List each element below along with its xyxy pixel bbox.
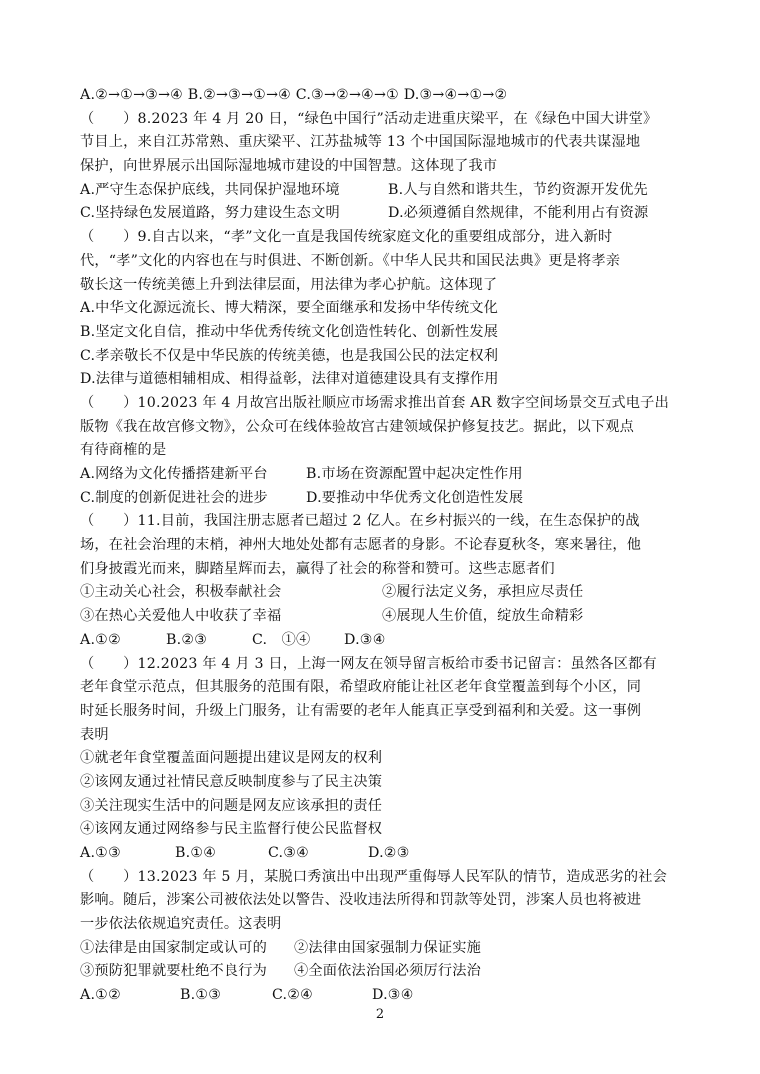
q7-options: A.②→①→③→④ B.②→③→①→④ C.③→②→④→① D.③→④→①→② xyxy=(80,87,508,103)
q8-option-b: B.人与自然和谐共生，节约资源开发优先 xyxy=(388,181,648,198)
question-9 xyxy=(80,226,686,392)
question-11 xyxy=(80,510,686,652)
q8-option-c: C.坚持绿色发展道路，努力建设生态文明 xyxy=(80,205,340,222)
question-12 xyxy=(80,653,686,866)
q13-option-a: A.①② xyxy=(80,987,121,1004)
q9-stem-line: 代，“孝”文化的内容也在与时俱进、不断创新。《中华人民共和国民法典》更是将孝亲 xyxy=(80,252,621,269)
q8-stem-line: 节目上，来自江苏常熟、重庆梁平、江苏盐城等 13 个中国国际湿地城市的代表共谋湿地 xyxy=(80,134,641,151)
q13-option-b: B.①③ xyxy=(180,987,222,1004)
q9-option-c: C.孝亲敬长不仅是中华民族的传统美德，也是我国公民的法定权利 xyxy=(80,347,499,364)
q8-stem-line: 保护，向世界展示出国际湿地城市建设的中国智慧。这体现了我市 xyxy=(80,158,498,175)
q10-option-b: B.市场在资源配置中起决定性作用 xyxy=(306,466,523,482)
q11-option-a: A.①② xyxy=(80,631,121,648)
q13-statement-1: ①法律是由国家制定或认可的 xyxy=(80,939,268,956)
q8-option-d: D.必须遵循自然规律，不能利用占有资源 xyxy=(388,205,649,222)
q13-stem-line: 影响。随后，涉案公司被依法处以警告、没收违法所得和罚款等处罚，涉案人员也将被进 xyxy=(80,892,642,909)
q11-stem-line: 场，在社会治理的末梢，神州大地处处都有志愿者的身影。不论春夏秋冬，寒来暑往，他 xyxy=(80,537,642,554)
q12-stem-line: 时延长服务时间，升级上门服务，让有需要的老年人能真正享受到福利和关爱。这一事例 xyxy=(80,702,642,719)
q12-option-d: D.②③ xyxy=(368,845,410,861)
q13-stem-line: 一步依法依规追究责任。这表明 xyxy=(80,916,282,933)
q12-option-b: B.①④ xyxy=(175,845,217,861)
q9-option-a: A.中华文化源远流长、博大精深，要全面继承和发扬中华传统文化 xyxy=(80,300,499,317)
q11-option-d: D.③④ xyxy=(344,631,386,648)
question-13 xyxy=(80,866,686,1008)
q10-option-a: A.网络为文化传播搭建新平台 xyxy=(80,466,268,482)
question-8 xyxy=(80,108,686,226)
q10-stem-line: 有待商榷的是 xyxy=(80,442,167,459)
q9-option-b: B.坚定文化自信，推动中华优秀传统文化创造性转化、创新性发展 xyxy=(80,323,499,340)
q10-option-d: D.要推动中华优秀文化创造性发展 xyxy=(306,489,524,506)
q11-option-c: C. ①④ xyxy=(252,631,311,648)
q12-option-c: C.③④ xyxy=(268,845,310,861)
q12-statement-4: ④该网友通过网络参与民主监督行使公民监督权 xyxy=(80,821,383,838)
q11-stem-line: （ ）11.目前，我国注册志愿者已超过 2 亿人。在乡村振兴的一线，在生态保护的战 xyxy=(80,513,640,530)
q9-stem-line: 敬长这一传统美德上升到法律层面，用法律为孝心护航。这体现了 xyxy=(80,276,498,293)
q12-statement-3: ③关注现实生活中的问题是网友应该承担的责任 xyxy=(80,797,383,814)
q10-stem-line: （ ）10.2023 年 4 月故宫出版社顺应市场需求推出首套 AR 数字空间场景交互式电子出 xyxy=(80,394,669,411)
q9-stem-line: （ ）9.自古以来，“孝”文化一直是我国传统家庭文化的重要组成部分，进入新时 xyxy=(80,229,613,246)
q13-statement-4: ④全面依法治国必须厉行法治 xyxy=(294,963,482,980)
q8-stem-line: （ ）8.2023 年 4 月 20 日，“绿色中国行”活动走进重庆梁平，在《绿色中国大讲堂》 xyxy=(80,110,658,127)
q13-option-d: D.③④ xyxy=(372,987,414,1004)
q11-statement-1: ①主动关心社会，积极奉献社会 xyxy=(80,584,282,601)
q12-stem-line: 表明 xyxy=(80,726,109,743)
q11-option-b: B.②③ xyxy=(166,631,208,648)
q11-statement-3: ③在热心关爱他人中收获了幸福 xyxy=(80,608,282,625)
page-content xyxy=(80,84,686,1008)
q10-option-c: C.制度的创新促进社会的进步 xyxy=(80,489,268,506)
q12-statement-1: ①就老年食堂覆盖面问题提出建议是网友的权利 xyxy=(80,750,383,767)
q11-statement-4: ④展现人生价值，绽放生命精彩 xyxy=(382,608,584,625)
q12-option-a: A.①③ xyxy=(80,845,121,861)
q11-stem-line: 们身披霞光而来，脚踏星辉而去，赢得了社会的称誉和赞可。这些志愿者们 xyxy=(80,560,555,577)
page-number: 2 xyxy=(375,1007,385,1022)
q12-statement-2: ②该网友通过社情民意反映制度参与了民主决策 xyxy=(80,773,383,790)
q13-statement-3: ③预防犯罪就要杜绝不良行为 xyxy=(80,963,268,980)
q10-stem-line: 版物《我在故宫修文物》，公众可在线体验故宫古建领域保护修复技艺。据此，以下观点 xyxy=(80,418,635,435)
q12-stem-line: （ ）12.2023 年 4 月 3 日，上海一网友在领导留言板给市委书记留言：虽然各区都有 xyxy=(80,655,657,672)
q13-option-c: C.②④ xyxy=(272,987,314,1004)
q9-option-d: D.法律与道德相辅相成、相得益彰，法律对道德建设具有支撑作用 xyxy=(80,371,499,388)
question-10 xyxy=(80,392,686,510)
q13-statement-2: ②法律由国家强制力保证实施 xyxy=(294,939,482,956)
q13-stem-line: （ ）13.2023 年 5 月，某脱口秀演出中出现严重侮辱人民军队的情节，造成恶劣的社会 xyxy=(80,868,667,885)
q11-statement-2: ②履行法定义务，承担应尽责任 xyxy=(382,584,584,601)
q12-stem-line: 老年食堂示范点，但其服务的范围有限，希望政府能让社区老年食堂覆盖到每个小区，同 xyxy=(80,679,642,696)
q8-option-a: A.严守生态保护底线，共同保护湿地环境 xyxy=(80,181,340,198)
